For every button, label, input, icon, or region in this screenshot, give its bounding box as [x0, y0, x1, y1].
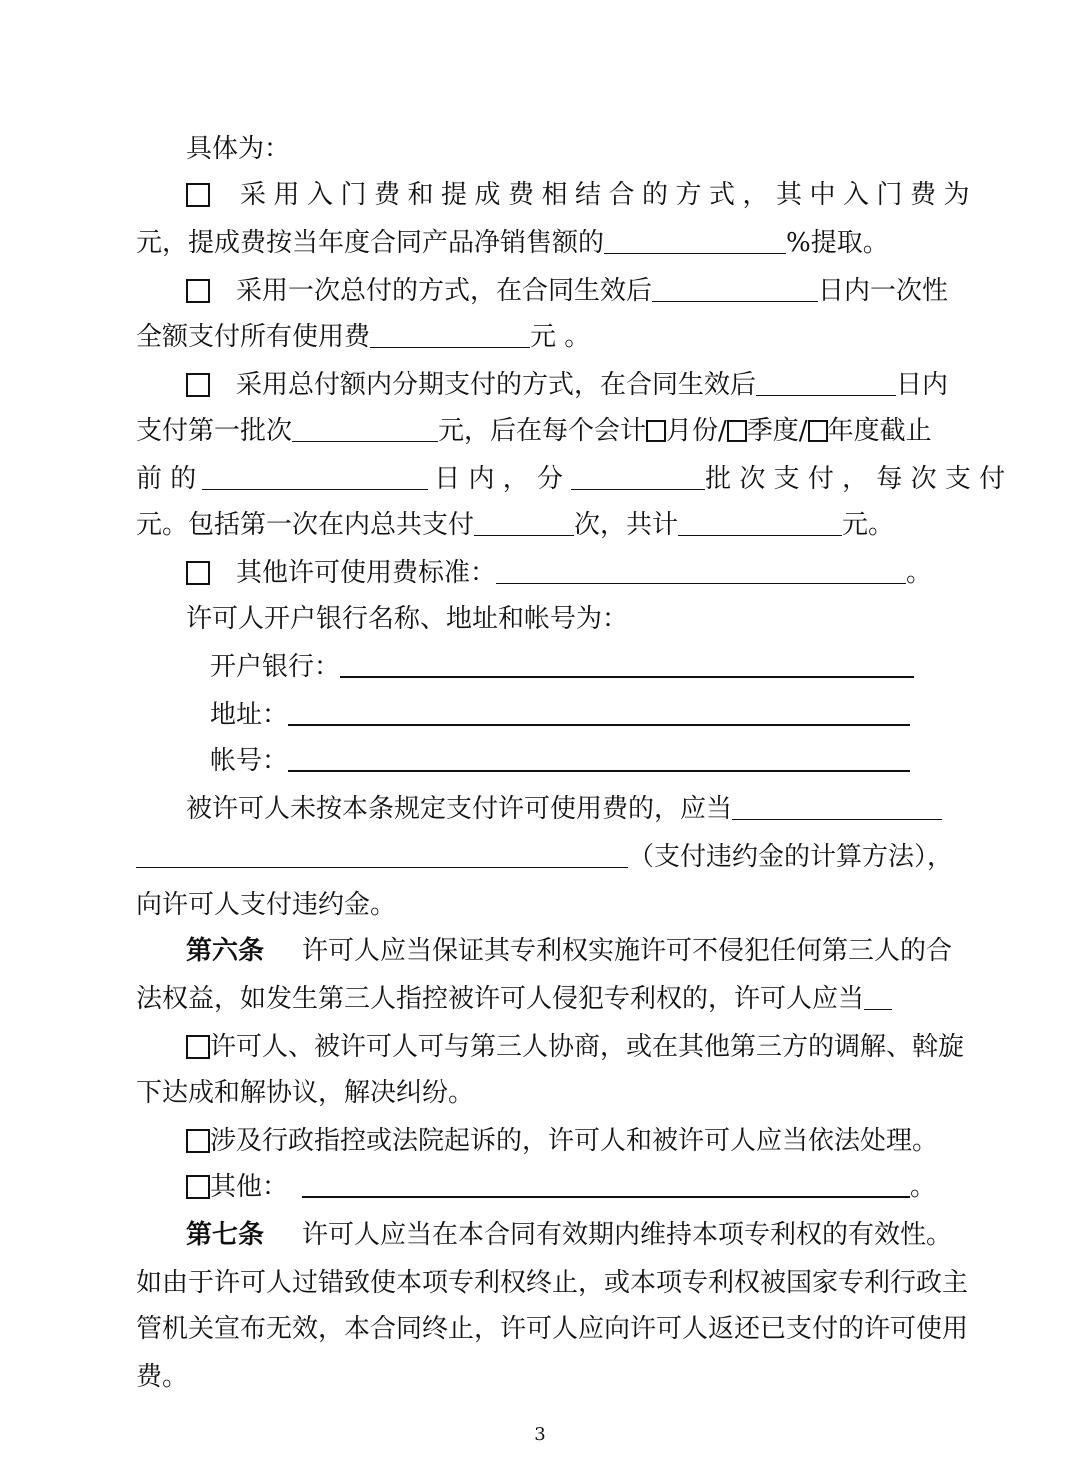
option-other-end: 。 — [906, 558, 933, 588]
penalty-line3: 向许可人支付违约金。 — [136, 890, 397, 920]
option-installment-text-g: 批 次 支 付 ， 每 次 支 付 — [705, 464, 1006, 494]
lump-sum-days-field[interactable] — [652, 277, 818, 302]
option-entry-fee-text-c: %提取。 — [786, 228, 889, 258]
article7-text-a: 许可人应当在本合同有效期内维持本项专利权的有效性。 — [302, 1220, 953, 1250]
option-entry-fee-text: 采用入门费和提成费相结合的方式，其中入门费为 — [240, 180, 978, 210]
article6-title: 第六条 — [186, 936, 265, 966]
checkbox-installment[interactable] — [186, 373, 210, 397]
bank-name-line — [210, 650, 914, 684]
article7-line1 — [186, 1218, 952, 1252]
option-installment-text-d: 元，后在每个会计 — [438, 416, 647, 446]
article6-opt3-line — [186, 1170, 936, 1204]
article6-opt1-line1 — [186, 1030, 964, 1064]
article6-opt1-line2: 下达成和解协议，解决纠纷。 — [136, 1078, 475, 1108]
installment-count-field[interactable] — [571, 465, 705, 490]
bank-name-label: 开户银行： — [210, 652, 341, 682]
option-installment-text-c: 支付第一批次 — [136, 416, 293, 446]
option-lump-sum-text-d: 元 。 — [530, 322, 591, 352]
bank-address-field[interactable] — [288, 700, 910, 726]
installment-days-field[interactable] — [756, 371, 896, 396]
article6-opt1-text-a: 许可人、被许可人可与第三人协商，或在其他第三方的调解、斡旋 — [210, 1032, 965, 1062]
option-year-label: 年度截止 — [827, 416, 932, 446]
option-other-label: 其他许可使用费标准： — [236, 558, 497, 588]
bank-intro: 许可人开户银行名称、地址和帐号为： — [186, 604, 629, 634]
article6-line2 — [136, 982, 892, 1016]
installment-deadline-field[interactable] — [202, 465, 428, 490]
checkbox-lump-sum[interactable] — [186, 279, 210, 303]
checkbox-legal[interactable] — [186, 1129, 210, 1153]
article6-opt3-end: 。 — [910, 1172, 937, 1202]
option-lump-sum-line1 — [186, 274, 949, 308]
total-payments-field[interactable] — [474, 511, 574, 536]
article7-line4: 费。 — [136, 1362, 189, 1392]
option-lump-sum-text-b: 日内一次性 — [818, 276, 949, 306]
option-installment-text-j: 元。 — [842, 510, 895, 540]
article6-text-b: 法权益，如发生第三人指控被许可人侵犯专利权的，许可人应当 — [136, 984, 865, 1014]
option-installment-line3 — [136, 462, 1006, 496]
checkbox-negotiate[interactable] — [186, 1035, 210, 1059]
penalty-method-field-2[interactable] — [136, 843, 628, 868]
penalty-line2 — [136, 840, 953, 874]
checkbox-article6-other[interactable] — [186, 1175, 210, 1199]
penalty-text-b: （支付违约金的计算方法）， — [628, 842, 954, 872]
article6-text-a: 许可人应当保证其专利权实施许可不侵犯任何第三人的合 — [302, 936, 953, 966]
checkbox-entry-fee[interactable] — [186, 183, 210, 207]
article6-line1 — [186, 934, 952, 968]
penalty-line1 — [186, 792, 942, 826]
article7-line3: 管机关宣布无效，本合同终止，许可人应向许可人返还已支付的许可使用 — [136, 1314, 969, 1344]
option-installment-text-f: 日 内 ， 分 — [434, 464, 564, 494]
option-lump-sum-text-c: 全额支付所有使用费 — [136, 322, 371, 352]
article6-opt3-label: 其他： — [210, 1172, 289, 1202]
option-lump-sum-text-a: 采用一次总付的方式，在合同生效后 — [236, 276, 653, 306]
option-installment-text-i: 次，共计 — [574, 510, 679, 540]
checkbox-other-fee[interactable] — [186, 561, 210, 585]
bank-name-field[interactable] — [340, 652, 914, 678]
lump-sum-amount-field[interactable] — [370, 323, 530, 348]
penalty-text-a: 被许可人未按本条规定支付许可使用费的，应当 — [186, 794, 733, 824]
bank-account-label: 帐号： — [210, 746, 289, 776]
penalty-method-field-1[interactable] — [732, 795, 942, 820]
option-installment-text-b: 日内 — [896, 370, 949, 400]
article6-other-field[interactable] — [302, 1172, 910, 1198]
option-other-line — [186, 556, 932, 590]
article6-opt2-line — [186, 1124, 938, 1158]
article7-title: 第七条 — [186, 1220, 265, 1250]
checkbox-quarter[interactable] — [727, 420, 747, 442]
option-quarter-label: 季度/ — [746, 416, 808, 446]
checkbox-month[interactable] — [646, 420, 666, 442]
bank-address-line — [210, 698, 910, 732]
total-amount-field[interactable] — [678, 511, 842, 536]
option-entry-fee-line1 — [186, 178, 978, 212]
bank-address-label: 地址： — [210, 700, 289, 730]
option-month-label: 月份/ — [666, 416, 727, 446]
option-installment-text-h: 元。包括第一次在内总共支付 — [136, 510, 475, 540]
option-installment-line4 — [136, 508, 894, 542]
royalty-rate-field[interactable] — [604, 229, 786, 254]
article6-opt2-text: 涉及行政指控或法院起诉的，许可人和被许可人应当依法处理。 — [210, 1126, 939, 1156]
bank-account-line — [210, 744, 910, 778]
bank-account-field[interactable] — [288, 746, 910, 772]
option-installment-text-a: 采用总付额内分期支付的方式，在合同生效后 — [236, 370, 757, 400]
article7-line2: 如由于许可人过错致使本项专利权终止，或本项专利权被国家专利行政主 — [136, 1268, 969, 1298]
checkbox-year[interactable] — [808, 420, 828, 442]
first-installment-amount-field[interactable] — [292, 417, 438, 442]
option-entry-fee-text-b: 元，提成费按当年度合同产品净销售额的 — [136, 228, 605, 258]
option-lump-sum-line2 — [136, 320, 590, 354]
intro-text: 具体为： — [186, 134, 291, 164]
article6-response-field[interactable] — [864, 985, 892, 1010]
option-installment-line2 — [136, 414, 932, 448]
option-installment-line1 — [186, 368, 948, 402]
page-number: 3 — [534, 1424, 546, 1445]
option-installment-text-e: 前 的 — [136, 464, 197, 494]
other-fee-field[interactable] — [496, 559, 906, 584]
option-entry-fee-line2 — [136, 226, 889, 260]
